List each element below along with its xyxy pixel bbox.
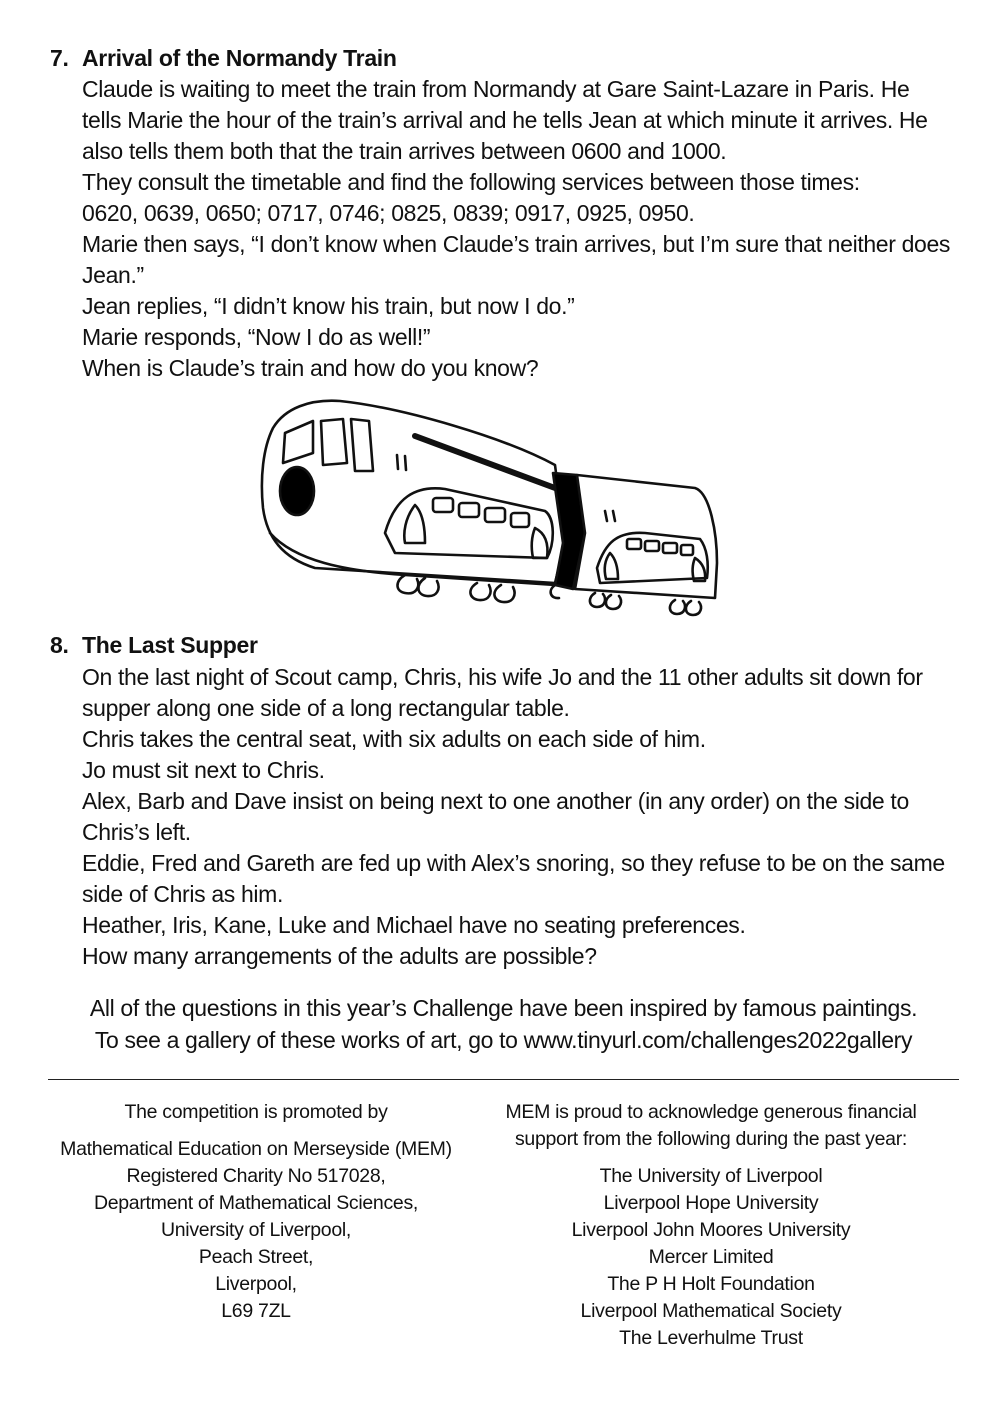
promoter-line: L69 7ZL [221,1300,291,1322]
sponsors-heading: MEM is proud to acknowledge generous financial [505,1101,917,1123]
q8-question-line: How many arrangements of the adults are possible? [82,943,597,969]
promoter-line: Peach Street, [198,1246,314,1268]
q7-timetable-line: 0620, 0639, 0650; 0717, 0746; 0825, 0839; 0917, 0925, 0950. [82,200,695,226]
q8-line: side of Chris as him. [82,881,283,907]
promoter-line: Department of Mathematical Sciences, [93,1192,419,1214]
q7-line: also tells them both that the train arrives between 0600 and 1000. [82,138,727,164]
q8-line: supper along one side of a long rectangular table. [82,695,570,721]
divider [48,1079,959,1080]
q8-line: Chris’s left. [82,819,191,845]
q7-question-line: When is Claude’s train and how do you know? [82,355,539,381]
q7-line: Marie then says, “I don’t know when Claude’s train arrives, but I’m sure that neither does [82,231,951,257]
sponsors-heading: support from the following during the past year: [514,1128,908,1150]
q7-line: Jean.” [82,262,144,288]
sponsor-item: The P H Holt Foundation [607,1273,815,1295]
sponsor-item: The University of Liverpool [599,1165,823,1187]
q7-line: tells Marie the hour of the train’s arrival and he tells Jean at which minute it arrives. He [82,107,928,133]
gallery-note [40,992,967,1056]
question-7-heading [50,45,397,72]
sponsor-item: Liverpool Mathematical Society [580,1300,842,1322]
question-8-title: The Last Supper [82,632,258,658]
promoter-block [40,1099,472,1325]
sponsor-item: Mercer Limited [648,1246,774,1268]
gallery-link-line: To see a gallery of these works of art, go to www.tinyurl.com/challenges2022gallery [94,1027,913,1053]
q7-line: Claude is waiting to meet the train from Normandy at Gare Saint-Lazare in Paris. He [82,76,910,102]
q8-line: Alex, Barb and Dave insist on being next to one another (in any order) on the side to [82,788,909,814]
sponsor-item: Liverpool John Moores University [571,1219,851,1241]
q8-line: Chris takes the central seat, with six adults on each side of him. [82,726,706,752]
sponsors-block [490,1099,932,1352]
question-8-number: 8. [50,632,69,658]
q7-line: They consult the timetable and find the following services between those times: [82,169,860,195]
sponsor-item: The Leverhulme Trust [619,1327,803,1349]
promoter-line: University of Liverpool, [160,1219,352,1241]
sponsor-item: Liverpool Hope University [603,1192,819,1214]
question-7-number: 7. [50,45,69,71]
train-drawing-icon [255,393,735,618]
q8-line: Heather, Iris, Kane, Luke and Michael have no seating preferences. [82,912,746,938]
gallery-note-line: All of the questions in this year’s Challenge have been inspired by famous paintings. [89,995,918,1021]
q7-line: Marie responds, “Now I do as well!” [82,324,431,350]
q8-line: Jo must sit next to Chris. [82,757,325,783]
q8-line: On the last night of Scout camp, Chris, his wife Jo and the 11 other adults sit down for [82,664,923,690]
question-7-body [82,74,962,384]
promoter-heading: The competition is promoted by [124,1101,388,1123]
question-7-title: Arrival of the Normandy Train [82,45,397,71]
promoter-line: Liverpool, [215,1273,297,1295]
promoter-line: Registered Charity No 517028, [126,1165,386,1187]
promoter-line: Mathematical Education on Merseyside (MEM) [60,1138,452,1160]
question-8-body [82,662,962,972]
question-8-heading [50,632,258,659]
q7-line: Jean replies, “I didn’t know his train, but now I do.” [82,293,575,319]
q8-line: Eddie, Fred and Gareth are fed up with Alex’s snoring, so they refuse to be on the same [82,850,945,876]
